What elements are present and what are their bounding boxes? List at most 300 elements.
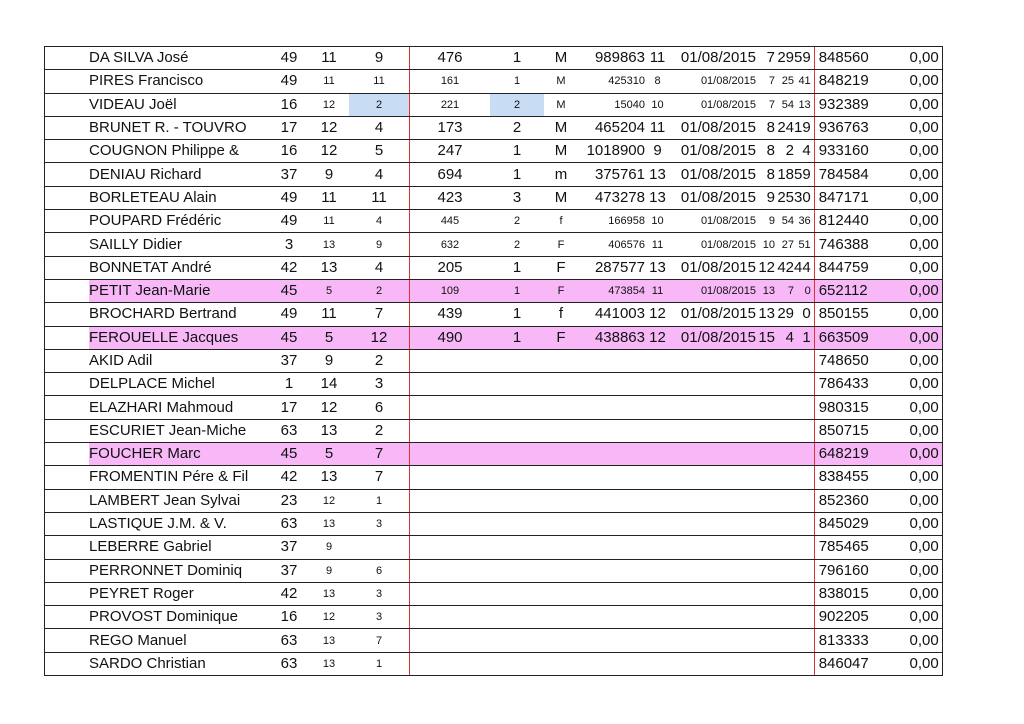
col-a-cell: 23: [269, 489, 309, 512]
minute-cell: [775, 419, 794, 442]
col-g-cell: [578, 606, 645, 629]
col-e-cell: 3: [490, 186, 544, 209]
hour-cell: 10: [756, 233, 775, 256]
col-h-cell: [645, 489, 670, 512]
hour-cell: [756, 419, 775, 442]
amount-cell: 0,00: [893, 116, 943, 139]
table-row: [45, 163, 943, 186]
minute-cell: [775, 512, 794, 535]
name-cell: FROMENTIN Pére & Fil: [89, 466, 269, 489]
second-cell: 13: [794, 93, 814, 116]
date-cell: 01/08/2015: [670, 116, 756, 139]
col-a-cell: 49: [269, 210, 309, 233]
col-g-cell: [578, 652, 645, 675]
hour-cell: [756, 443, 775, 466]
name-cell: COUGNON Philippe &: [89, 140, 269, 163]
amount-cell: 0,00: [893, 186, 943, 209]
col-h-cell: 11: [645, 233, 670, 256]
date-cell: 01/08/2015: [670, 70, 756, 93]
col-a-cell: 45: [269, 279, 309, 302]
row-margin-cell: [45, 419, 90, 442]
code-cell: 980315: [814, 396, 893, 419]
second-cell: [794, 629, 814, 652]
amount-cell: 0,00: [893, 582, 943, 605]
name-cell: DENIAU Richard: [89, 163, 269, 186]
col-e-cell: 1: [490, 47, 544, 70]
hour-cell: [756, 396, 775, 419]
col-a-cell: 49: [269, 186, 309, 209]
second-cell: [794, 582, 814, 605]
second-cell: 30: [794, 186, 814, 209]
amount-cell: 0,00: [893, 233, 943, 256]
col-b-cell: 9: [309, 349, 349, 372]
row-margin-cell: [45, 582, 90, 605]
col-f-cell: [544, 419, 578, 442]
minute-cell: [775, 582, 794, 605]
col-e-cell: 2: [490, 116, 544, 139]
table-row: [45, 233, 943, 256]
minute-cell: [775, 559, 794, 582]
col-h-cell: [645, 349, 670, 372]
col-b-cell: 11: [309, 186, 349, 209]
col-c-cell: 1: [349, 489, 410, 512]
col-d-cell: [410, 419, 491, 442]
row-margin-cell: [45, 373, 90, 396]
col-h-cell: [645, 559, 670, 582]
col-h-cell: [645, 606, 670, 629]
col-a-cell: 45: [269, 326, 309, 349]
row-margin-cell: [45, 326, 90, 349]
name-cell: LASTIQUE J.M. & V.: [89, 512, 269, 535]
table-row: [45, 466, 943, 489]
col-g-cell: 406576: [578, 233, 645, 256]
col-a-cell: 17: [269, 396, 309, 419]
results-table-body: [45, 47, 943, 676]
col-b-cell: 13: [309, 233, 349, 256]
col-g-cell: 989863: [578, 47, 645, 70]
hour-cell: [756, 582, 775, 605]
amount-cell: 0,00: [893, 512, 943, 535]
date-cell: [670, 629, 756, 652]
col-d-cell: [410, 489, 491, 512]
col-a-cell: 49: [269, 70, 309, 93]
minute-cell: [775, 536, 794, 559]
col-h-cell: [645, 373, 670, 396]
col-g-cell: 441003: [578, 303, 645, 326]
code-cell: 844759: [814, 256, 893, 279]
col-h-cell: [645, 629, 670, 652]
col-h-cell: 8: [645, 70, 670, 93]
results-table: [44, 46, 943, 676]
col-g-cell: 166958: [578, 210, 645, 233]
minute-cell: [775, 629, 794, 652]
row-margin-cell: [45, 279, 90, 302]
col-c-cell: 11: [349, 186, 410, 209]
second-cell: 59: [794, 163, 814, 186]
col-g-cell: 425310: [578, 70, 645, 93]
date-cell: 01/08/2015: [670, 233, 756, 256]
col-d-cell: 205: [410, 256, 491, 279]
col-g-cell: [578, 349, 645, 372]
date-cell: 01/08/2015: [670, 140, 756, 163]
name-cell: LEBERRE Gabriel: [89, 536, 269, 559]
minute-cell: [775, 396, 794, 419]
col-c-cell: 2: [349, 419, 410, 442]
col-a-cell: 42: [269, 256, 309, 279]
name-cell: PIRES Francisco: [89, 70, 269, 93]
code-cell: 848560: [814, 47, 893, 70]
code-cell: 850155: [814, 303, 893, 326]
col-c-cell: 1: [349, 652, 410, 675]
col-b-cell: 13: [309, 512, 349, 535]
col-e-cell: 1: [490, 70, 544, 93]
col-f-cell: F: [544, 233, 578, 256]
col-b-cell: 12: [309, 489, 349, 512]
col-c-cell: 7: [349, 466, 410, 489]
amount-cell: 0,00: [893, 443, 943, 466]
col-b-cell: 14: [309, 373, 349, 396]
row-margin-cell: [45, 210, 90, 233]
col-e-cell: [490, 466, 544, 489]
col-d-cell: [410, 652, 491, 675]
row-margin-cell: [45, 163, 90, 186]
col-f-cell: M: [544, 186, 578, 209]
date-cell: [670, 606, 756, 629]
hour-cell: 15: [756, 326, 775, 349]
table-row: [45, 629, 943, 652]
name-cell: PERRONNET Dominiq: [89, 559, 269, 582]
col-b-cell: 12: [309, 606, 349, 629]
col-b-cell: 12: [309, 140, 349, 163]
hour-cell: 13: [756, 303, 775, 326]
amount-cell: 0,00: [893, 373, 943, 396]
table-row: [45, 536, 943, 559]
col-h-cell: 11: [645, 279, 670, 302]
col-c-cell: 3: [349, 582, 410, 605]
col-f-cell: [544, 512, 578, 535]
hour-cell: [756, 629, 775, 652]
col-h-cell: 10: [645, 93, 670, 116]
col-a-cell: 49: [269, 303, 309, 326]
hour-cell: [756, 466, 775, 489]
col-f-cell: M: [544, 93, 578, 116]
row-margin-cell: [45, 303, 90, 326]
col-b-cell: 13: [309, 256, 349, 279]
row-margin-cell: [45, 536, 90, 559]
row-margin-cell: [45, 349, 90, 372]
col-f-cell: [544, 349, 578, 372]
code-cell: 812440: [814, 210, 893, 233]
second-cell: 1: [794, 326, 814, 349]
table-row: [45, 652, 943, 675]
col-f-cell: f: [544, 210, 578, 233]
col-h-cell: [645, 466, 670, 489]
code-cell: 848219: [814, 70, 893, 93]
date-cell: [670, 512, 756, 535]
col-e-cell: [490, 652, 544, 675]
code-cell: 813333: [814, 629, 893, 652]
minute-cell: [775, 606, 794, 629]
col-d-cell: 694: [410, 163, 491, 186]
row-margin-cell: [45, 652, 90, 675]
second-cell: [794, 606, 814, 629]
col-c-cell: 2: [349, 93, 410, 116]
date-cell: 01/08/2015: [670, 163, 756, 186]
col-f-cell: [544, 373, 578, 396]
second-cell: 41: [794, 70, 814, 93]
col-f-cell: [544, 582, 578, 605]
col-h-cell: 13: [645, 256, 670, 279]
col-g-cell: 375761: [578, 163, 645, 186]
col-d-cell: 632: [410, 233, 491, 256]
col-f-cell: M: [544, 70, 578, 93]
col-a-cell: 42: [269, 466, 309, 489]
second-cell: [794, 443, 814, 466]
col-e-cell: [490, 606, 544, 629]
date-cell: [670, 559, 756, 582]
col-h-cell: 11: [645, 47, 670, 70]
second-cell: [794, 489, 814, 512]
col-b-cell: 13: [309, 582, 349, 605]
date-cell: [670, 536, 756, 559]
minute-cell: [775, 466, 794, 489]
col-c-cell: 2: [349, 279, 410, 302]
code-cell: 845029: [814, 512, 893, 535]
date-cell: 01/08/2015: [670, 210, 756, 233]
second-cell: [794, 349, 814, 372]
col-a-cell: 42: [269, 582, 309, 605]
second-cell: 36: [794, 210, 814, 233]
minute-cell: [775, 489, 794, 512]
col-b-cell: 13: [309, 652, 349, 675]
name-cell: ELAZHARI Mahmoud: [89, 396, 269, 419]
code-cell: 784584: [814, 163, 893, 186]
table-row: [45, 606, 943, 629]
minute-cell: 18: [775, 163, 794, 186]
col-b-cell: 5: [309, 443, 349, 466]
table-row: [45, 210, 943, 233]
amount-cell: 0,00: [893, 140, 943, 163]
row-margin-cell: [45, 489, 90, 512]
second-cell: 19: [794, 116, 814, 139]
col-d-cell: 109: [410, 279, 491, 302]
col-c-cell: 11: [349, 70, 410, 93]
col-h-cell: 11: [645, 116, 670, 139]
col-f-cell: [544, 396, 578, 419]
col-g-cell: 438863: [578, 326, 645, 349]
code-cell: 902205: [814, 606, 893, 629]
col-b-cell: 11: [309, 47, 349, 70]
col-e-cell: [490, 582, 544, 605]
hour-cell: [756, 373, 775, 396]
hour-cell: [756, 512, 775, 535]
amount-cell: 0,00: [893, 256, 943, 279]
second-cell: [794, 373, 814, 396]
col-f-cell: F: [544, 326, 578, 349]
date-cell: [670, 349, 756, 372]
table-row: [45, 70, 943, 93]
col-f-cell: M: [544, 116, 578, 139]
col-f-cell: M: [544, 140, 578, 163]
table-row: [45, 373, 943, 396]
minute-cell: 4: [775, 326, 794, 349]
col-e-cell: 1: [490, 303, 544, 326]
col-e-cell: 1: [490, 163, 544, 186]
col-c-cell: 7: [349, 303, 410, 326]
col-a-cell: 16: [269, 606, 309, 629]
date-cell: 01/08/2015: [670, 303, 756, 326]
col-a-cell: 63: [269, 629, 309, 652]
col-e-cell: 2: [490, 93, 544, 116]
amount-cell: 0,00: [893, 163, 943, 186]
col-c-cell: 3: [349, 606, 410, 629]
col-h-cell: 13: [645, 163, 670, 186]
hour-cell: 8: [756, 116, 775, 139]
col-e-cell: [490, 443, 544, 466]
col-h-cell: [645, 652, 670, 675]
minute-cell: 29: [775, 303, 794, 326]
amount-cell: 0,00: [893, 303, 943, 326]
col-d-cell: 445: [410, 210, 491, 233]
col-d-cell: 247: [410, 140, 491, 163]
minute-cell: 29: [775, 47, 794, 70]
row-margin-cell: [45, 559, 90, 582]
col-e-cell: 2: [490, 233, 544, 256]
table-row: [45, 489, 943, 512]
amount-cell: 0,00: [893, 210, 943, 233]
col-e-cell: [490, 489, 544, 512]
col-c-cell: 4: [349, 256, 410, 279]
table-row: [45, 279, 943, 302]
col-f-cell: [544, 466, 578, 489]
row-margin-cell: [45, 47, 90, 70]
table-row: [45, 582, 943, 605]
col-g-cell: [578, 536, 645, 559]
table-row: [45, 256, 943, 279]
second-cell: 59: [794, 47, 814, 70]
col-c-cell: 4: [349, 210, 410, 233]
name-cell: BRUNET R. - TOUVRO: [89, 116, 269, 139]
name-cell: SAILLY Didier: [89, 233, 269, 256]
second-cell: [794, 396, 814, 419]
table-row: [45, 443, 943, 466]
code-cell: 796160: [814, 559, 893, 582]
minute-cell: 25: [775, 70, 794, 93]
col-b-cell: 9: [309, 163, 349, 186]
col-c-cell: 2: [349, 349, 410, 372]
col-h-cell: [645, 443, 670, 466]
date-cell: 01/08/2015: [670, 256, 756, 279]
col-h-cell: 13: [645, 186, 670, 209]
amount-cell: 0,00: [893, 606, 943, 629]
col-a-cell: 63: [269, 512, 309, 535]
name-cell: SARDO Christian: [89, 652, 269, 675]
row-margin-cell: [45, 629, 90, 652]
col-c-cell: 9: [349, 233, 410, 256]
date-cell: 01/08/2015: [670, 93, 756, 116]
col-e-cell: [490, 512, 544, 535]
col-b-cell: 11: [309, 70, 349, 93]
minute-cell: [775, 373, 794, 396]
row-margin-cell: [45, 70, 90, 93]
hour-cell: 7: [756, 47, 775, 70]
second-cell: [794, 536, 814, 559]
second-cell: [794, 559, 814, 582]
col-g-cell: 287577: [578, 256, 645, 279]
amount-cell: 0,00: [893, 559, 943, 582]
amount-cell: 0,00: [893, 629, 943, 652]
code-cell: 748650: [814, 349, 893, 372]
amount-cell: 0,00: [893, 466, 943, 489]
col-h-cell: [645, 512, 670, 535]
second-cell: 44: [794, 256, 814, 279]
second-cell: 0: [794, 303, 814, 326]
amount-cell: 0,00: [893, 349, 943, 372]
hour-cell: [756, 606, 775, 629]
col-g-cell: [578, 419, 645, 442]
hour-cell: 8: [756, 163, 775, 186]
col-g-cell: 473278: [578, 186, 645, 209]
col-e-cell: [490, 349, 544, 372]
minute-cell: 24: [775, 116, 794, 139]
code-cell: 933160: [814, 140, 893, 163]
col-a-cell: 45: [269, 443, 309, 466]
date-cell: [670, 419, 756, 442]
name-cell: PETIT Jean-Marie: [89, 279, 269, 302]
date-cell: [670, 373, 756, 396]
col-d-cell: [410, 349, 491, 372]
col-a-cell: 37: [269, 349, 309, 372]
table-row: [45, 47, 943, 70]
code-cell: 838015: [814, 582, 893, 605]
date-cell: 01/08/2015: [670, 47, 756, 70]
second-cell: 0: [794, 279, 814, 302]
col-a-cell: 16: [269, 93, 309, 116]
amount-cell: 0,00: [893, 652, 943, 675]
code-cell: 932389: [814, 93, 893, 116]
table-row: [45, 116, 943, 139]
col-g-cell: [578, 559, 645, 582]
col-a-cell: 1: [269, 373, 309, 396]
hour-cell: [756, 489, 775, 512]
amount-cell: 0,00: [893, 489, 943, 512]
code-cell: 746388: [814, 233, 893, 256]
col-f-cell: F: [544, 279, 578, 302]
col-f-cell: [544, 536, 578, 559]
col-c-cell: 4: [349, 116, 410, 139]
col-f-cell: m: [544, 163, 578, 186]
col-f-cell: F: [544, 256, 578, 279]
col-d-cell: [410, 536, 491, 559]
col-c-cell: 12: [349, 326, 410, 349]
code-cell: 850715: [814, 419, 893, 442]
second-cell: [794, 512, 814, 535]
name-cell: VIDEAU Joël: [89, 93, 269, 116]
col-h-cell: 10: [645, 210, 670, 233]
col-h-cell: 12: [645, 303, 670, 326]
col-b-cell: 11: [309, 303, 349, 326]
code-cell: 652112: [814, 279, 893, 302]
table-row: [45, 349, 943, 372]
col-b-cell: 12: [309, 93, 349, 116]
col-f-cell: [544, 652, 578, 675]
code-cell: 785465: [814, 536, 893, 559]
table-row: [45, 303, 943, 326]
date-cell: [670, 396, 756, 419]
col-d-cell: 423: [410, 186, 491, 209]
col-b-cell: 12: [309, 396, 349, 419]
table-row: [45, 140, 943, 163]
